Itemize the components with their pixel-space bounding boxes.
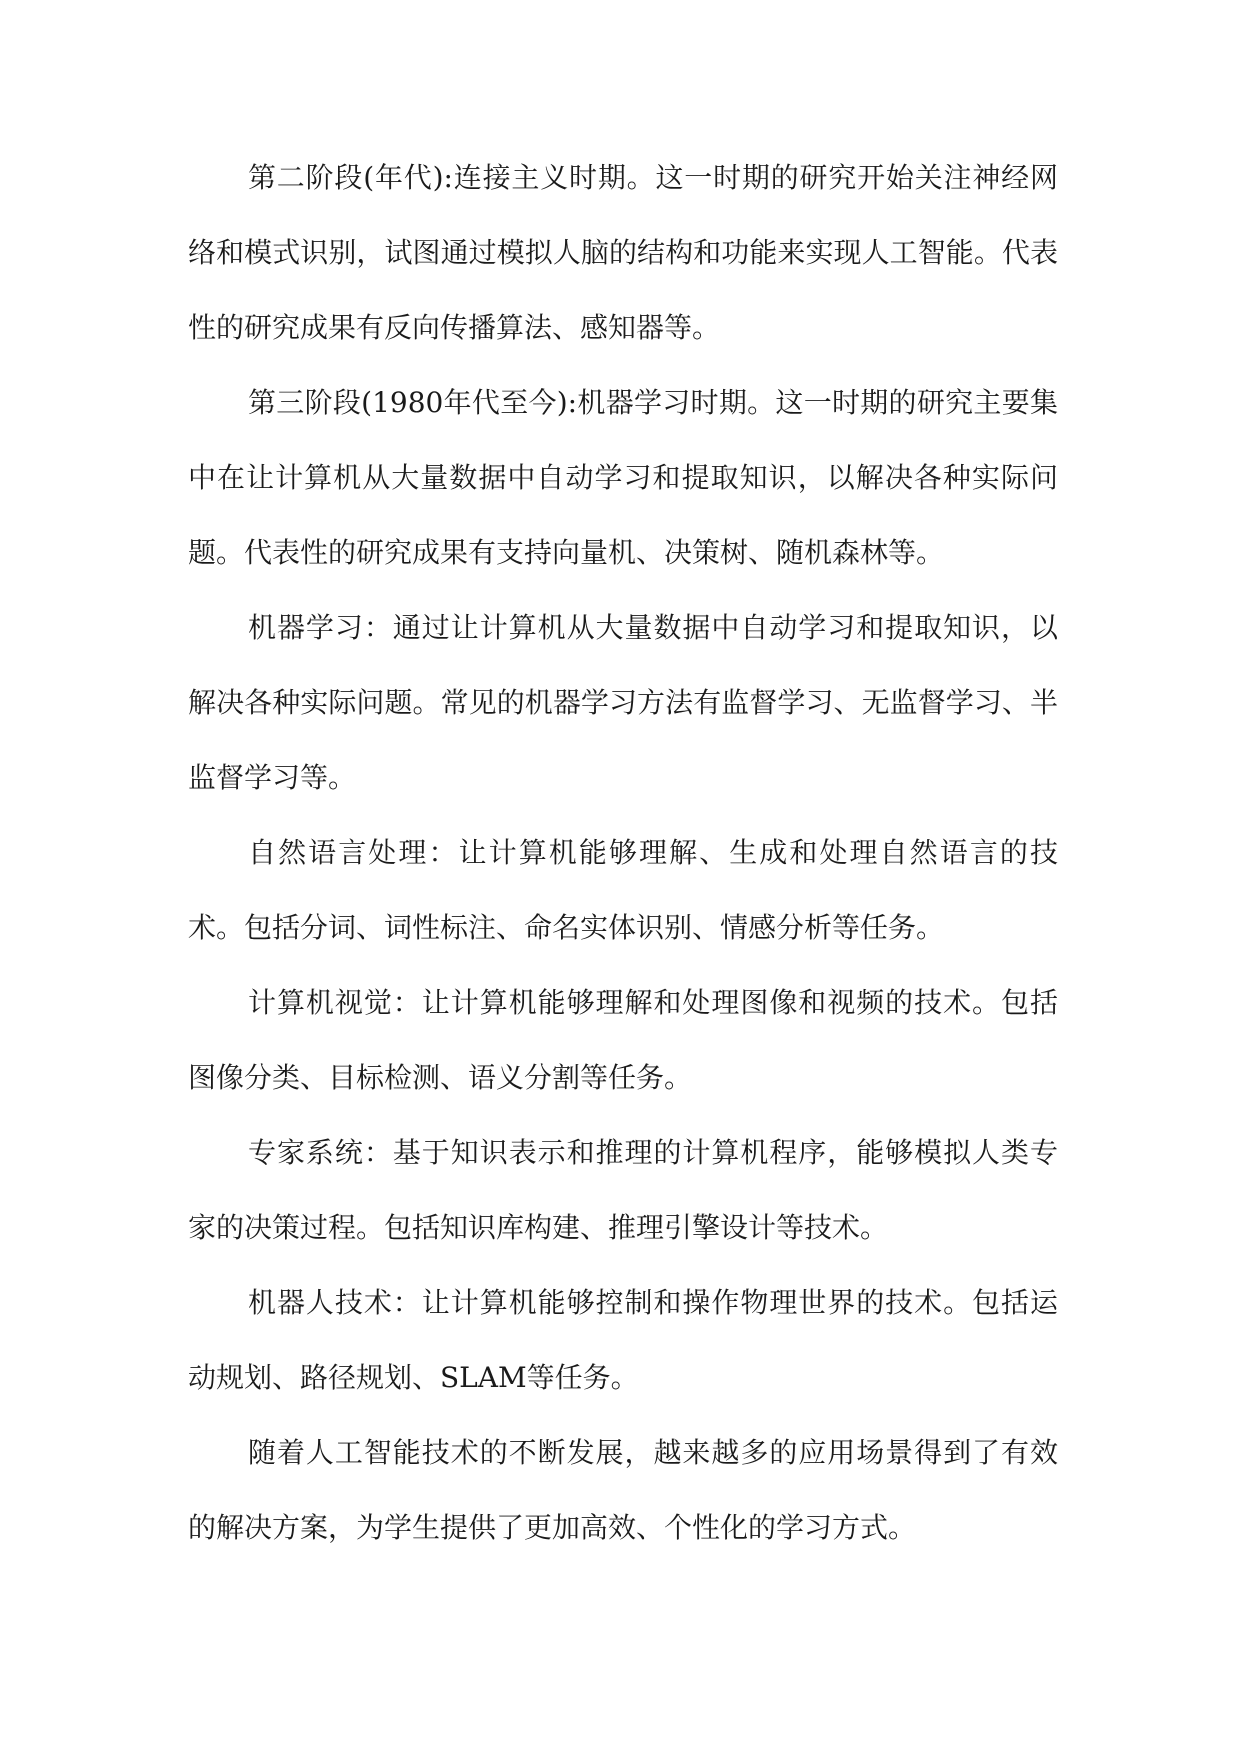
paragraph-computer-vision: 计算机视觉：让计算机能够理解和处理图像和视频的技术。包括图像分类、目标检测、语义分割等任务。 [188, 986, 1058, 1094]
document-body [188, 140, 1058, 1565]
paragraph-machine-learning: 机器学习：通过让计算机从大量数据中自动学习和提取知识，以解决各种实际问题。常见的机器学习方法有监督学习、无监督学习、半监督学习等。 [188, 611, 1058, 794]
paragraph-conclusion: 随着人工智能技术的不断发展，越来越多的应用场景得到了有效的解决方案，为学生提供了更加高效、个性化的学习方式。 [188, 1436, 1058, 1544]
paragraph-expert-systems: 专家系统：基于知识表示和推理的计算机程序，能够模拟人类专家的决策过程。包括知识库构建、推理引擎设计等技术。 [188, 1136, 1058, 1244]
paragraph-robotics: 机器人技术：让计算机能够控制和操作物理世界的技术。包括运动规划、路径规划、SLAM等任务。 [188, 1286, 1058, 1394]
paragraph-connectionism: 第二阶段(年代):连接主义时期。这一时期的研究开始关注神经网络和模式识别，试图通过模拟人脑的结构和功能来实现人工智能。代表性的研究成果有反向传播算法、感知器等。 [188, 161, 1058, 344]
paragraph-machine-learning-era: 第三阶段(1980年代至今):机器学习时期。这一时期的研究主要集中在让计算机从大量数据中自动学习和提取知识，以解决各种实际问题。代表性的研究成果有支持向量机、决策树、随机森林等。 [188, 386, 1058, 569]
paragraph-nlp: 自然语言处理：让计算机能够理解、生成和处理自然语言的技术。包括分词、词性标注、命名实体识别、情感分析等任务。 [188, 836, 1058, 944]
